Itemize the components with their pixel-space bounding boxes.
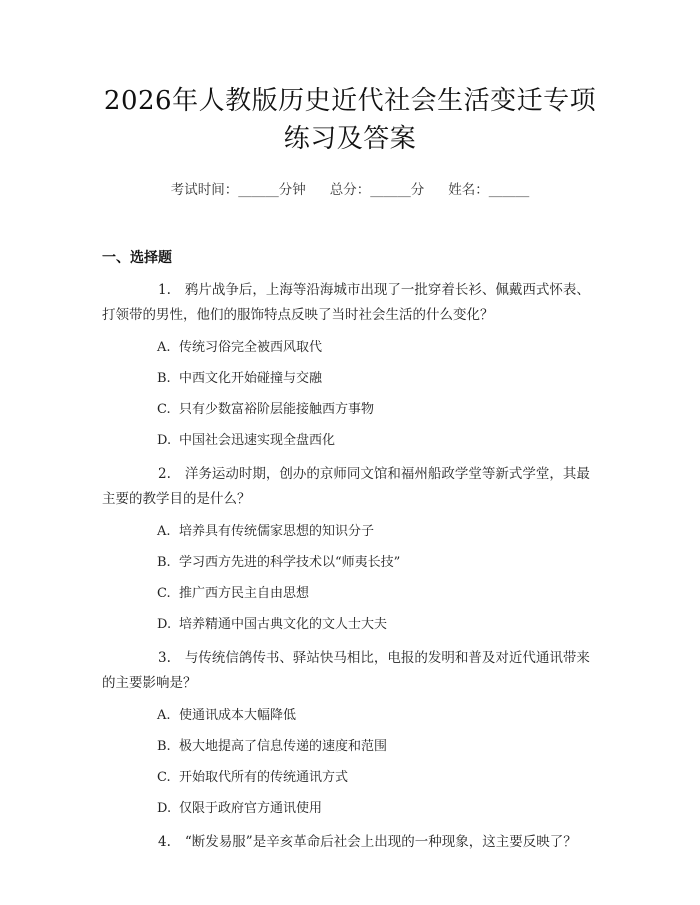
option-list bbox=[102, 520, 598, 636]
option-text: 推广西方民主自由思想 bbox=[179, 586, 310, 601]
question-4 bbox=[102, 830, 598, 855]
student-name-field: 姓名：______ bbox=[448, 182, 530, 198]
question-stem bbox=[102, 278, 598, 328]
question-stem bbox=[102, 462, 598, 512]
option-d bbox=[157, 429, 598, 452]
document-title: 2026年人教版历史近代社会生活变迁专项练习及答案 bbox=[103, 86, 597, 154]
exam-meta-line bbox=[102, 180, 598, 200]
option-b bbox=[157, 735, 598, 758]
option-text: 开始取代所有的传统通讯方式 bbox=[179, 770, 349, 785]
option-a bbox=[157, 336, 598, 359]
question-text: 与传统信鸽传书、驿站快马相比，电报的发明和普及对近代通讯带来的主要影响是？ bbox=[102, 650, 590, 691]
option-c bbox=[157, 766, 598, 789]
option-b bbox=[157, 367, 598, 390]
question-text: 鸦片战争后，上海等沿海城市出现了一批穿着长衫、佩戴西式怀表、打领带的男性，他们的服饰特点反映了当时社会生活的什么变化？ bbox=[102, 282, 590, 323]
option-text: 中西文化开始碰撞与交融 bbox=[179, 371, 323, 386]
option-letter: A. bbox=[157, 340, 171, 355]
option-c bbox=[157, 582, 598, 605]
option-text: 中国社会迅速实现全盘西化 bbox=[179, 433, 336, 448]
question-number: 4. bbox=[158, 834, 171, 850]
option-letter: B. bbox=[157, 739, 171, 754]
option-text: 培养具有传统儒家思想的知识分子 bbox=[179, 524, 375, 539]
option-text: 只有少数富裕阶层能接触西方事物 bbox=[179, 402, 375, 417]
option-letter: C. bbox=[157, 770, 171, 785]
option-text: 传统习俗完全被西风取代 bbox=[179, 340, 323, 355]
option-letter: B. bbox=[157, 555, 171, 570]
section-heading: 一、选择题 bbox=[102, 250, 172, 266]
option-letter: A. bbox=[157, 708, 171, 723]
question-1 bbox=[102, 278, 598, 452]
question-number: 2. bbox=[158, 466, 171, 482]
option-letter: A. bbox=[157, 524, 171, 539]
option-letter: D. bbox=[157, 801, 172, 816]
option-d bbox=[157, 797, 598, 820]
question-stem bbox=[102, 646, 598, 696]
option-a bbox=[157, 704, 598, 727]
option-text: 极大地提高了信息传递的速度和范围 bbox=[179, 739, 388, 754]
option-list bbox=[102, 704, 598, 820]
total-score-field: 总分：______分 bbox=[329, 182, 425, 198]
option-c bbox=[157, 398, 598, 421]
question-number: 3. bbox=[158, 650, 171, 666]
option-text: 使通讯成本大幅降低 bbox=[179, 708, 297, 723]
option-text: 学习西方先进的科学技术以“师夷长技” bbox=[179, 555, 401, 570]
option-letter: D. bbox=[157, 433, 172, 448]
question-number: 1. bbox=[158, 282, 171, 298]
option-b bbox=[157, 551, 598, 574]
question-stem bbox=[102, 830, 598, 855]
option-d bbox=[157, 613, 598, 636]
option-text: 培养精通中国古典文化的文人士大夫 bbox=[179, 617, 388, 632]
option-list bbox=[102, 336, 598, 452]
option-letter: D. bbox=[157, 617, 172, 632]
question-3 bbox=[102, 646, 598, 820]
option-letter: B. bbox=[157, 371, 171, 386]
exam-time-field: 考试时间：______分钟 bbox=[170, 182, 306, 198]
option-letter: C. bbox=[157, 402, 171, 417]
option-letter: C. bbox=[157, 586, 171, 601]
option-text: 仅限于政府官方通讯使用 bbox=[179, 801, 323, 816]
question-text: “断发易服”是辛亥革命后社会上出现的一种现象，这主要反映了？ bbox=[184, 834, 577, 850]
question-2 bbox=[102, 462, 598, 636]
option-a bbox=[157, 520, 598, 543]
question-text: 洋务运动时期，创办的京师同文馆和福州船政学堂等新式学堂，其最主要的教学目的是什么？ bbox=[102, 466, 590, 507]
